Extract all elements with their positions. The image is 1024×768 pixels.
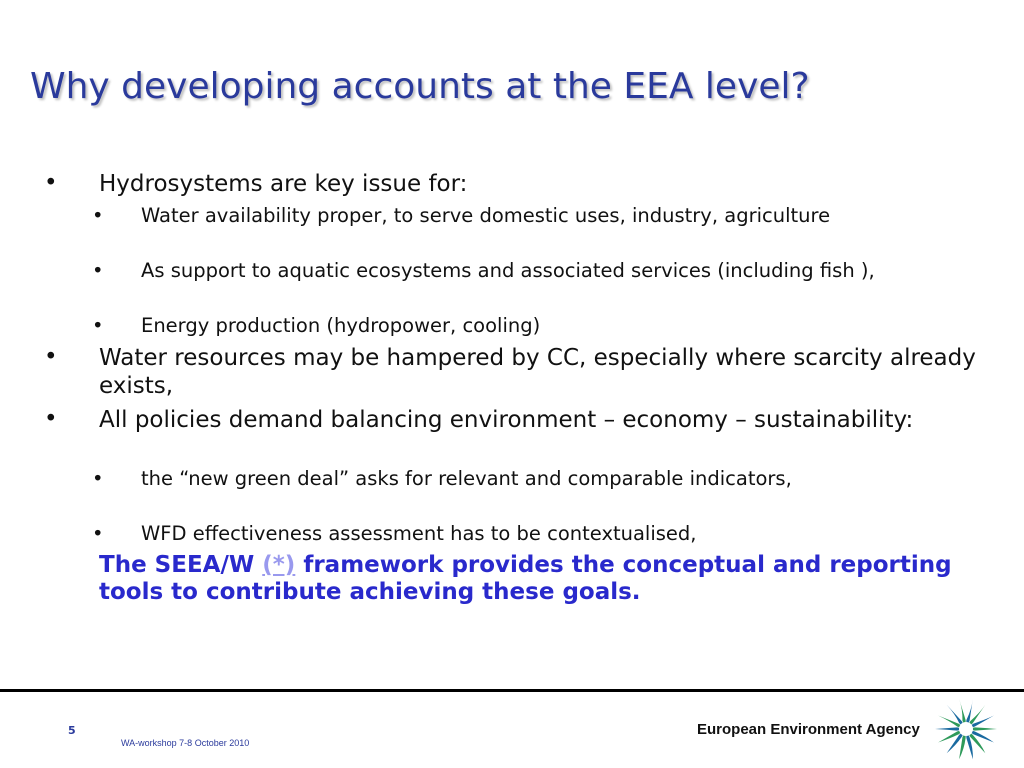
bullet-dot: • xyxy=(44,344,58,370)
conclusion-text-start: The SEEA/W xyxy=(99,552,263,578)
bullet-dot: • xyxy=(92,204,104,227)
conclusion-text-end: framework provides the conceptual and reporting tools to contribute achieving these goals. xyxy=(99,552,952,605)
bullet-text: Water availability proper, to serve domestic uses, industry, agriculture xyxy=(141,204,831,227)
bullet-text: As support to aquatic ecosystems and associated services (including fish ), xyxy=(141,259,875,282)
slide-title: Why developing accounts at the EEA level? xyxy=(30,66,810,107)
eea-logo-icon xyxy=(933,696,999,762)
bullet-text: Water resources may be hampered by CC, especially where scarcity already exists, xyxy=(99,345,976,399)
bullet-dot: • xyxy=(92,467,104,490)
bullet-text: Hydrosystems are key issue for: xyxy=(99,171,468,197)
agency-name: European Environment Agency xyxy=(697,721,920,738)
bullet-dot: • xyxy=(92,259,104,282)
bullet-text: All policies demand balancing environment – economy – sustainability: xyxy=(99,407,914,433)
bullet-dot: • xyxy=(44,406,58,432)
event-label: WA-workshop 7-8 October 2010 xyxy=(121,738,250,748)
bullet-dot: • xyxy=(92,522,104,545)
bullet-text: Energy production (hydropower, cooling) xyxy=(141,314,541,337)
bullet-dot: • xyxy=(44,170,58,196)
page-number: 5 xyxy=(68,724,76,737)
bullet-text: the “new green deal” asks for relevant and comparable indicators, xyxy=(141,467,792,490)
bullet-text: WFD effectiveness assessment has to be contextualised, xyxy=(141,522,697,545)
footer-divider xyxy=(0,689,1024,692)
footnote-link[interactable]: (*) xyxy=(262,552,296,578)
seea-conclusion xyxy=(99,552,969,606)
bullet-dot: • xyxy=(92,314,104,337)
